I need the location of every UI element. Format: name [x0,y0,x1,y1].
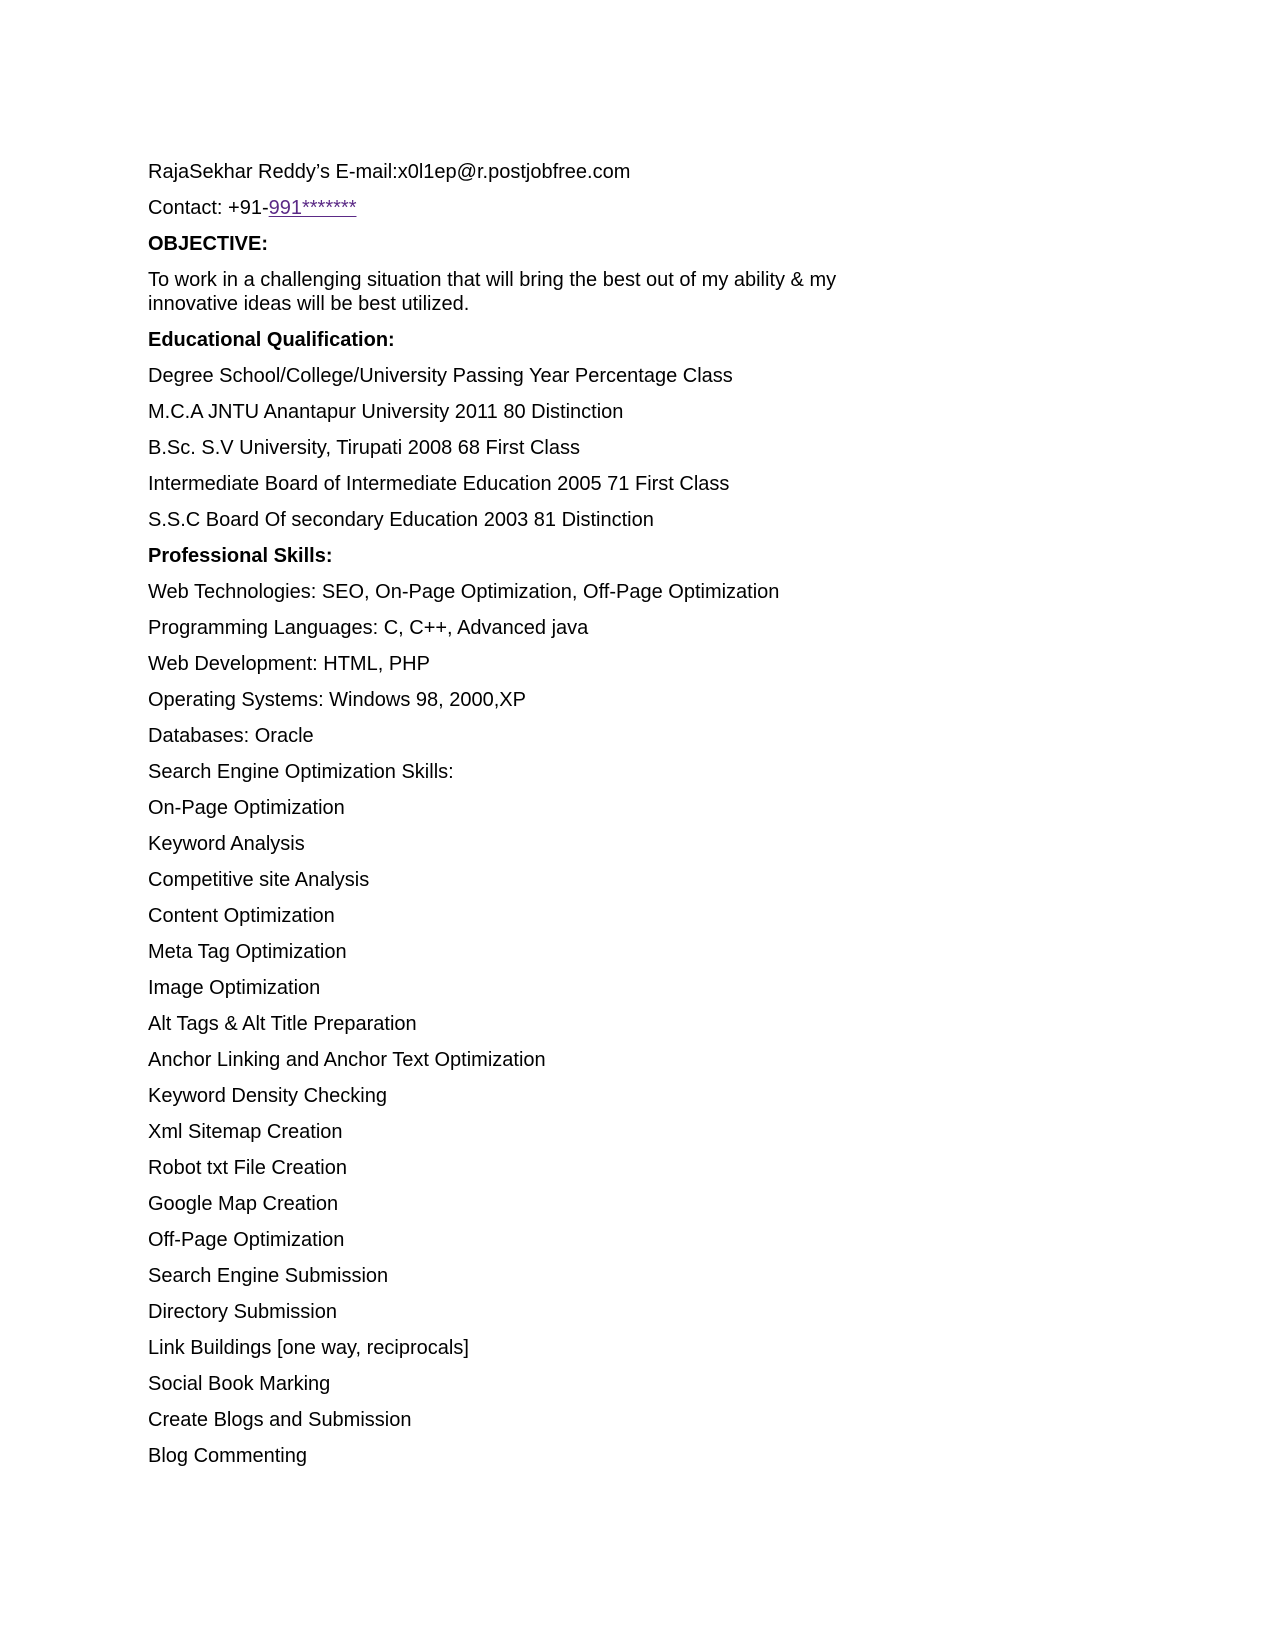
skill-item: Create Blogs and Submission [148,1409,412,1431]
skill-item: Programming Languages: C, C++, Advanced java [148,617,589,639]
skills-heading: Professional Skills: [148,545,333,567]
skill-item: Web Technologies: SEO, On-Page Optimization, Off-Page Optimization [148,581,780,603]
objective-text [148,268,908,316]
skill-item: Keyword Density Checking [148,1085,387,1107]
education-row: M.C.A JNTU Anantapur University 2011 80 Distinction [148,401,624,423]
education-row: Intermediate Board of Intermediate Education 2005 71 First Class [148,473,730,495]
skill-item: Competitive site Analysis [148,869,370,891]
objective-line-2: innovative ideas will be best utilized. [148,293,470,315]
skill-item: Robot txt File Creation [148,1157,347,1179]
skill-item: Operating Systems: Windows 98, 2000,XP [148,689,526,711]
skill-item: Keyword Analysis [148,833,305,855]
skill-item: Link Buildings [one way, reciprocals] [148,1337,469,1359]
resume-page [148,160,908,1480]
skill-item: Web Development: HTML, PHP [148,653,430,675]
skill-item: Image Optimization [148,977,321,999]
skill-item: Alt Tags & Alt Title Preparation [148,1013,417,1035]
skill-item: Off-Page Optimization [148,1229,345,1251]
contact-line [148,196,908,220]
skills-list [148,580,908,1468]
skill-item: Social Book Marking [148,1373,331,1395]
education-list [148,364,908,532]
skill-item: Anchor Linking and Anchor Text Optimization [148,1049,546,1071]
education-row: B.Sc. S.V University, Tirupati 2008 68 First Class [148,437,581,459]
education-row: S.S.C Board Of secondary Education 2003 81 Distinction [148,509,654,531]
skill-item: Search Engine Optimization Skills: [148,761,454,783]
objective-line-1: To work in a challenging situation that will bring the best out of my ability & my [148,269,837,291]
phone-link[interactable]: 991******* [268,197,357,219]
email-line: RajaSekhar Reddy’s E-mail:x0l1ep@r.postjobfree.com [148,161,631,183]
education-heading: Educational Qualification: [148,329,395,351]
skill-item: Databases: Oracle [148,725,314,747]
skill-item: Content Optimization [148,905,335,927]
skill-item: Meta Tag Optimization [148,941,347,963]
skill-item: Directory Submission [148,1301,337,1323]
objective-heading: OBJECTIVE: [148,233,269,255]
skill-item: Search Engine Submission [148,1265,389,1287]
education-row: Degree School/College/University Passing Year Percentage Class [148,365,733,387]
skill-item: Blog Commenting [148,1445,307,1467]
skill-item: Google Map Creation [148,1193,339,1215]
skill-item: Xml Sitemap Creation [148,1121,343,1143]
contact-prefix: Contact: +91- [148,197,269,219]
skill-item: On-Page Optimization [148,797,345,819]
